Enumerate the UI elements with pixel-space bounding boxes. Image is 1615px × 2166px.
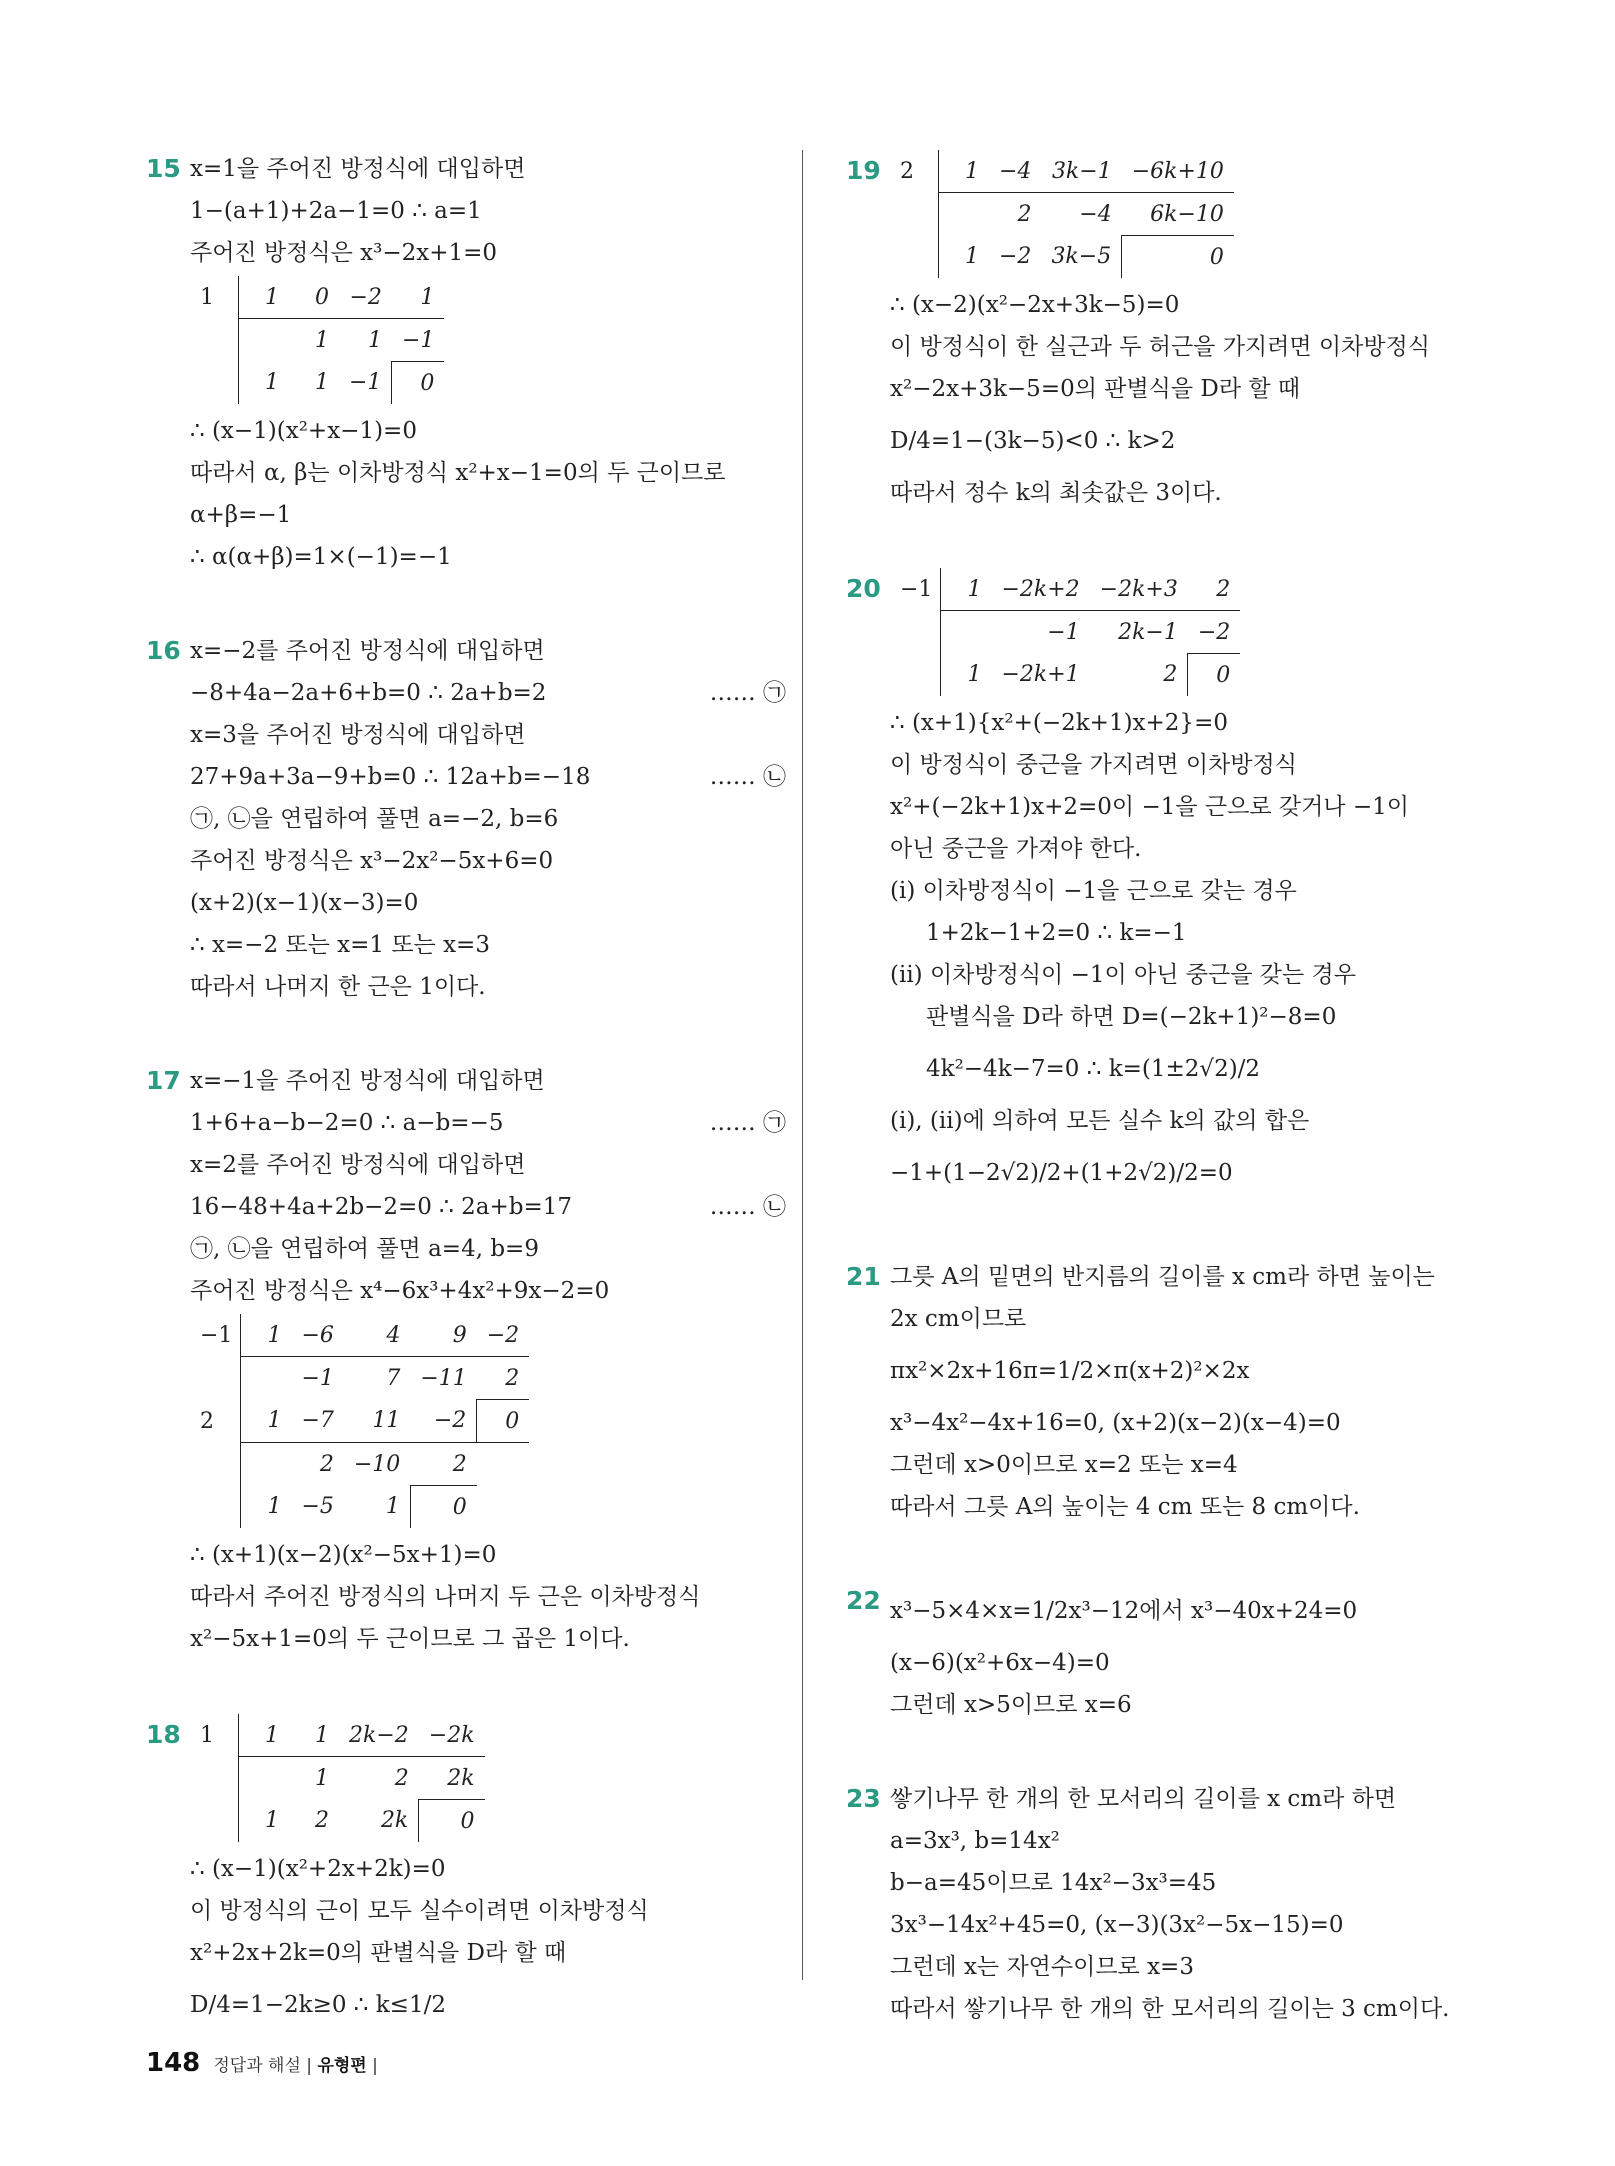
solution-line [890, 1580, 1486, 1642]
solution-text: (x+2)(x−1)(x−3)=0 [190, 890, 419, 916]
synthetic-division-row [890, 193, 1234, 236]
coefficient-cell: 1 [941, 568, 992, 611]
synthetic-division-table [890, 568, 1240, 696]
coefficient-cell: −2k+2 [991, 568, 1089, 611]
solution-line [190, 714, 786, 756]
synthetic-division-row [890, 150, 1234, 193]
coefficient-cell: −11 [420, 1365, 467, 1391]
coefficient-cell: −7 [291, 1400, 343, 1443]
solution-text: 1+6+a−b−2=0 ∴ a−b=−5 [190, 1110, 504, 1136]
coefficient-cell: −4 [1079, 201, 1112, 227]
solution-text: x=1을 주어진 방정식에 대입하면 [190, 156, 526, 182]
solution-line [190, 1102, 786, 1144]
divisor-cell [190, 1357, 241, 1400]
solution-line [890, 1684, 1486, 1726]
solution-line [190, 190, 786, 232]
solution-line [190, 1186, 786, 1228]
coefficient-cell: −2k [419, 1714, 485, 1757]
solution-text: x²+(−2k+1)x+2=0이 −1을 근으로 갖거나 −1이 [890, 794, 1409, 820]
solution-text: 그런데 x>5이므로 x=6 [890, 1692, 1132, 1718]
problem-17 [146, 1060, 786, 1660]
solution-line [890, 1298, 1486, 1340]
solution-text: 주어진 방정식은 x³−2x+1=0 [190, 240, 498, 266]
coefficient-cell [939, 193, 990, 236]
coefficient-cell: −1 [1047, 619, 1080, 645]
coefficient-cell: 2 [315, 1808, 329, 1834]
solution-line [890, 472, 1486, 514]
divisor-cell: 2 [900, 158, 914, 184]
coefficient-cell: −6 [291, 1314, 343, 1357]
solution-text: 16−48+4a+2b−2=0 ∴ 2a+b=17 [190, 1194, 572, 1220]
divisor-cell: 1 [200, 1722, 214, 1748]
divisor-cell: 2 [200, 1408, 214, 1434]
coefficient-cell: 1 [315, 370, 329, 396]
coefficient-cell: 11 [344, 1400, 410, 1443]
problem-21 [846, 1256, 1486, 1528]
coefficient-cell: 0 [1188, 654, 1240, 697]
solution-text: 4k²−4k−7=0 ∴ k=(1±2√2)/2 [926, 1056, 1261, 1082]
coefficient-cell [477, 1443, 529, 1486]
solution-line [890, 1444, 1486, 1486]
divisor-cell [190, 1800, 239, 1843]
solution-line [190, 148, 786, 190]
solution-line [890, 1946, 1486, 1988]
solution-line [190, 924, 786, 966]
coefficient-cell: 2 [1163, 662, 1178, 688]
coefficient-cell: 2 [505, 1365, 520, 1391]
column-divider [802, 150, 803, 1980]
solution-line [190, 966, 786, 1008]
synthetic-division-row [190, 276, 444, 319]
coefficient-cell: 2k−2 [339, 1714, 419, 1757]
coefficient-cell: 1 [239, 276, 290, 319]
solution-text: 따라서 쌓기나무 한 개의 한 모서리의 길이는 3 cm이다. [890, 1996, 1450, 2022]
coefficient-cell: 1 [367, 327, 382, 353]
coefficient-cell: −2 [339, 276, 392, 319]
coefficient-cell: 0 [410, 1486, 476, 1529]
problem-19 [846, 150, 1486, 514]
synthetic-division-table [190, 1714, 485, 1842]
solution-text: ∴ x=−2 또는 x=1 또는 x=3 [190, 932, 490, 958]
solution-text: x³−5×4×x=1/2x³−12에서 x³−40x+24=0 [890, 1598, 1358, 1624]
divisor-cell [890, 611, 941, 654]
solution-text: (i) 이차방정식이 −1을 근으로 갖는 경우 [890, 878, 1297, 904]
divisor-cell: 1 [200, 284, 214, 310]
synthetic-division-row [190, 1714, 485, 1757]
solution-line [890, 996, 1486, 1038]
synthetic-division-table [190, 1314, 529, 1528]
solution-line [190, 1228, 786, 1270]
problem-number: 23 [846, 1784, 881, 1813]
solution-line [190, 1534, 786, 1576]
solution-text: ∴ (x−1)(x²+x−1)=0 [190, 418, 417, 444]
solution-text: 이 방정식이 한 실근과 두 허근을 가지려면 이차방정식 [890, 334, 1430, 360]
solution-text: 따라서 나머지 한 근은 1이다. [190, 974, 486, 1000]
solution-text: α+β=−1 [190, 502, 292, 528]
coefficient-cell [941, 611, 992, 654]
solution-line [190, 1974, 786, 2036]
synthetic-division-row [190, 1800, 485, 1843]
coefficient-cell: −1 [401, 327, 435, 353]
coefficient-cell: 1 [939, 150, 990, 193]
coefficient-cell: −1 [349, 370, 382, 396]
coefficient-cell: 1 [941, 654, 992, 697]
coefficient-cell: 6k−10 [1150, 201, 1224, 227]
problem-number: 20 [846, 574, 881, 603]
coefficient-cell: 1 [241, 1314, 292, 1357]
coefficient-cell: 4 [344, 1314, 410, 1357]
solution-line [890, 1100, 1486, 1142]
solution-text: 2x cm이므로 [890, 1306, 1027, 1332]
left-column [146, 148, 786, 2036]
solution-line [890, 1988, 1486, 2030]
coefficient-cell [241, 1357, 292, 1400]
coefficient-cell: −2k+1 [1001, 662, 1080, 688]
problem-number: 18 [146, 1720, 181, 1749]
coefficient-cell: 1 [239, 1714, 290, 1757]
solution-line [890, 1642, 1486, 1684]
solution-line [190, 1618, 786, 1660]
coefficient-cell: 1 [315, 1765, 329, 1791]
page-number: 148 [146, 2048, 201, 2078]
coefficient-cell: −5 [301, 1494, 334, 1520]
solution-line [890, 368, 1486, 410]
solution-text: D/4=1−(3k−5)<0 ∴ k>2 [890, 428, 1176, 454]
problem-number: 15 [146, 154, 181, 183]
solution-text: x²−5x+1=0의 두 근이므로 그 곱은 1이다. [190, 1626, 630, 1652]
coefficient-cell: 0 [392, 362, 444, 405]
coefficient-cell: 9 [410, 1314, 476, 1357]
problem-number: 22 [846, 1586, 881, 1615]
solution-line [190, 1144, 786, 1186]
solution-text: 따라서 정수 k의 최솟값은 3이다. [890, 480, 1222, 506]
solution-line [190, 756, 786, 798]
coefficient-cell: 1 [392, 276, 444, 319]
synthetic-division-row [190, 319, 444, 362]
solution-text: x=−2를 주어진 방정식에 대입하면 [190, 638, 545, 664]
solution-text: 이 방정식이 중근을 가지려면 이차방정식 [890, 752, 1297, 778]
problem-gap [846, 1204, 1486, 1256]
solution-text: 주어진 방정식은 x³−2x²−5x+6=0 [190, 848, 554, 874]
synthetic-division-table [190, 276, 444, 404]
solution-line [190, 672, 786, 714]
solution-text: 쌓기나무 한 개의 한 모서리의 길이를 x cm라 하면 [890, 1786, 1397, 1812]
coefficient-cell: −2 [477, 1314, 529, 1357]
solution-line [190, 630, 786, 672]
solution-text: −8+4a−2a+6+b=0 ∴ 2a+b=2 [190, 680, 547, 706]
solution-line [890, 410, 1486, 472]
solution-text: x=2를 주어진 방정식에 대입하면 [190, 1152, 526, 1178]
solution-text: (x−6)(x²+6x−4)=0 [890, 1650, 1110, 1676]
coefficient-cell: 3k−5 [1051, 244, 1112, 270]
coefficient-cell: 1 [241, 1486, 292, 1529]
solution-text: (ii) 이차방정식이 −1이 아닌 중근을 갖는 경우 [890, 962, 1356, 988]
divisor-cell: −1 [900, 576, 933, 602]
solution-line [890, 1340, 1486, 1402]
solution-text: ∴ (x+1){x²+(−2k+1)x+2}=0 [890, 710, 1228, 736]
right-column [846, 148, 1486, 2030]
coefficient-cell: 2 [452, 1451, 467, 1477]
problem-23 [846, 1778, 1486, 2030]
solution-text: ㉠, ㉡을 연립하여 풀면 a=4, b=9 [190, 1236, 539, 1262]
solution-text: 1−(a+1)+2a−1=0 ∴ a=1 [190, 198, 482, 224]
solution-text: ㉠, ㉡을 연립하여 풀면 a=−2, b=6 [190, 806, 559, 832]
problem-18 [146, 1714, 786, 2036]
coefficient-cell: 0 [1122, 236, 1234, 279]
solution-text: 27+9a+3a−9+b=0 ∴ 12a+b=−18 [190, 764, 591, 790]
coefficient-cell: 2k [380, 1808, 409, 1834]
solution-text: −1+(1−2√2)/2+(1+2√2)/2=0 [890, 1160, 1233, 1186]
synthetic-division-row [190, 362, 444, 405]
divisor-cell [890, 654, 941, 697]
coefficient-cell: −1 [301, 1365, 334, 1391]
solution-line [190, 1060, 786, 1102]
solution-line [890, 326, 1486, 368]
solution-text: x=−1을 주어진 방정식에 대입하면 [190, 1068, 545, 1094]
solution-line [890, 1486, 1486, 1528]
divisor-cell [190, 1443, 241, 1486]
solution-line [190, 410, 786, 452]
coefficient-cell: 1 [385, 1494, 400, 1520]
problem-gap [146, 578, 786, 630]
coefficient-cell [477, 1486, 529, 1529]
solution-line [190, 452, 786, 494]
solution-line [890, 1256, 1486, 1298]
synthetic-division-row [890, 236, 1234, 279]
problem-gap [846, 514, 1486, 566]
synthetic-division-row [190, 1314, 529, 1357]
problem-number: 19 [846, 156, 881, 185]
coefficient-cell: −4 [989, 150, 1041, 193]
divisor-cell [890, 236, 939, 279]
solution-line [890, 786, 1486, 828]
solution-line [890, 912, 1486, 954]
equation-tag: …… ㉡ [709, 1194, 786, 1220]
solution-line [890, 284, 1486, 326]
synthetic-division-row [190, 1400, 529, 1443]
divisor-cell [190, 1757, 239, 1800]
divisor-cell: −1 [200, 1322, 233, 1348]
problem-gap [146, 1660, 786, 1712]
synthetic-division-row [190, 1757, 485, 1800]
coefficient-cell: −2 [1197, 619, 1231, 645]
divisor-cell [190, 1486, 241, 1529]
solution-line [190, 536, 786, 578]
coefficient-cell [239, 319, 290, 362]
equation-tag: …… ㉠ [709, 680, 786, 706]
coefficient-cell: 7 [386, 1365, 401, 1391]
solution-line [890, 954, 1486, 996]
solution-text: 3x³−14x²+45=0, (x−3)(3x²−5x−15)=0 [890, 1912, 1344, 1938]
coefficient-cell [241, 1443, 292, 1486]
coefficient-cell: 0 [477, 1400, 529, 1443]
solution-text: 이 방정식의 근이 모두 실수이려면 이차방정식 [190, 1898, 649, 1924]
problem-20 [846, 568, 1486, 1204]
divisor-cell [190, 319, 239, 362]
solution-line [190, 1932, 786, 1974]
solution-line [190, 1270, 786, 1312]
solution-line [890, 1904, 1486, 1946]
solution-text: 그런데 x는 자연수이므로 x=3 [890, 1954, 1194, 1980]
coefficient-cell: −2 [999, 244, 1032, 270]
problem-number: 21 [846, 1262, 881, 1291]
solution-text: 따라서 주어진 방정식의 나머지 두 근은 이차방정식 [190, 1584, 701, 1610]
coefficient-cell: 0 [289, 276, 339, 319]
solution-line [890, 1820, 1486, 1862]
coefficient-cell: −10 [353, 1451, 401, 1477]
problem-number: 16 [146, 636, 181, 665]
solution-line [190, 494, 786, 536]
coefficient-cell: 1 [239, 362, 290, 405]
problem-gap [146, 1008, 786, 1060]
solution-text: b−a=45이므로 14x²−3x³=45 [890, 1870, 1217, 1896]
problem-16 [146, 630, 786, 1008]
synthetic-division-row [190, 1443, 529, 1486]
solution-text: a=3x³, b=14x² [890, 1828, 1060, 1854]
solution-text: 그릇 A의 밑면의 반지름의 길이를 x cm라 하면 높이는 [890, 1264, 1435, 1290]
solution-line [890, 702, 1486, 744]
solution-line [890, 870, 1486, 912]
solution-text: 그런데 x>0이므로 x=2 또는 x=4 [890, 1452, 1238, 1478]
coefficient-cell: 1 [239, 1800, 290, 1843]
coefficient-cell: 2k [447, 1765, 475, 1791]
solution-text: x²−2x+3k−5=0의 판별식을 D라 할 때 [890, 376, 1301, 402]
problem-gap [846, 1726, 1486, 1778]
solution-text: 주어진 방정식은 x⁴−6x³+4x²+9x−2=0 [190, 1278, 610, 1304]
solution-text: πx²×2x+16π=1/2×π(x+2)²×2x [890, 1358, 1250, 1384]
coefficient-cell: −6k+10 [1122, 150, 1234, 193]
coefficient-cell: 2 [394, 1765, 409, 1791]
solution-text: 따라서 그릇 A의 높이는 4 cm 또는 8 cm이다. [890, 1494, 1360, 1520]
coefficient-cell: 2 [319, 1451, 334, 1477]
footer-section-label: 정답과 해설 [213, 2056, 301, 2076]
solution-text: 판별식을 D라 하면 D=(−2k+1)²−8=0 [926, 1004, 1337, 1030]
solution-line [890, 828, 1486, 870]
coefficient-cell: 1 [289, 1714, 339, 1757]
coefficient-cell: 3k−1 [1041, 150, 1121, 193]
solution-text: ∴ (x+1)(x−2)(x²−5x+1)=0 [190, 1542, 497, 1568]
solution-line [190, 1890, 786, 1932]
equation-tag: …… ㉡ [709, 764, 786, 790]
solution-line [190, 840, 786, 882]
synthetic-division-table [890, 150, 1234, 278]
solution-text: ∴ α(α+β)=1×(−1)=−1 [190, 544, 452, 570]
problem-gap [846, 1528, 1486, 1580]
solution-text: ∴ (x−2)(x²−2x+3k−5)=0 [890, 292, 1180, 318]
synthetic-division-row [890, 611, 1240, 654]
problem-22 [846, 1580, 1486, 1726]
solution-text: 아닌 중근을 가져야 한다. [890, 836, 1142, 862]
equation-tag: …… ㉠ [709, 1110, 786, 1136]
synthetic-division-row [890, 654, 1240, 697]
divisor-cell [890, 193, 939, 236]
coefficient-cell: 1 [939, 236, 990, 279]
coefficient-cell: 1 [315, 327, 329, 353]
solution-line [190, 882, 786, 924]
synthetic-division-row [190, 1486, 529, 1529]
solution-text: x³−4x²−4x+16=0, (x+2)(x−2)(x−4)=0 [890, 1410, 1341, 1436]
solution-text: ∴ (x−1)(x²+2x+2k)=0 [190, 1856, 446, 1882]
synthetic-division-row [190, 1357, 529, 1400]
solution-line [890, 1402, 1486, 1444]
divisor-cell [190, 362, 239, 405]
synthetic-division-row [890, 568, 1240, 611]
coefficient-cell: 2k−1 [1118, 619, 1178, 645]
coefficient-cell: 2 [1017, 201, 1032, 227]
problem-number: 17 [146, 1066, 181, 1095]
coefficient-cell: 2 [1188, 568, 1240, 611]
solution-text: x²+2x+2k=0의 판별식을 D라 할 때 [190, 1940, 567, 1966]
solution-line [190, 232, 786, 274]
coefficient-cell: 0 [419, 1800, 485, 1843]
solution-line [190, 1576, 786, 1618]
coefficient-cell: 1 [241, 1400, 292, 1443]
solution-line [890, 1778, 1486, 1820]
coefficient-cell [239, 1757, 290, 1800]
solution-line [890, 1038, 1486, 1100]
solution-line [890, 1142, 1486, 1204]
footer-book-part: 유형편 [317, 2056, 367, 2076]
solution-text: (i), (ii)에 의하여 모든 실수 k의 값의 합은 [890, 1108, 1310, 1134]
solution-line [890, 1862, 1486, 1904]
solution-text: D/4=1−2k≥0 ∴ k≤1/2 [190, 1992, 446, 2018]
solution-line [190, 798, 786, 840]
solution-line [190, 1848, 786, 1890]
solution-line [890, 744, 1486, 786]
coefficient-cell: −2 [410, 1400, 476, 1443]
footer-section: 정답과 해설 | 유형편 | [213, 2056, 378, 2076]
coefficient-cell: −2k+3 [1090, 568, 1188, 611]
solution-text: 1+2k−1+2=0 ∴ k=−1 [926, 920, 1187, 946]
page-footer [146, 2048, 378, 2078]
solution-text: 따라서 α, β는 이차방정식 x²+x−1=0의 두 근이므로 [190, 460, 726, 486]
solution-text: x=3을 주어진 방정식에 대입하면 [190, 722, 526, 748]
problem-15 [146, 148, 786, 578]
